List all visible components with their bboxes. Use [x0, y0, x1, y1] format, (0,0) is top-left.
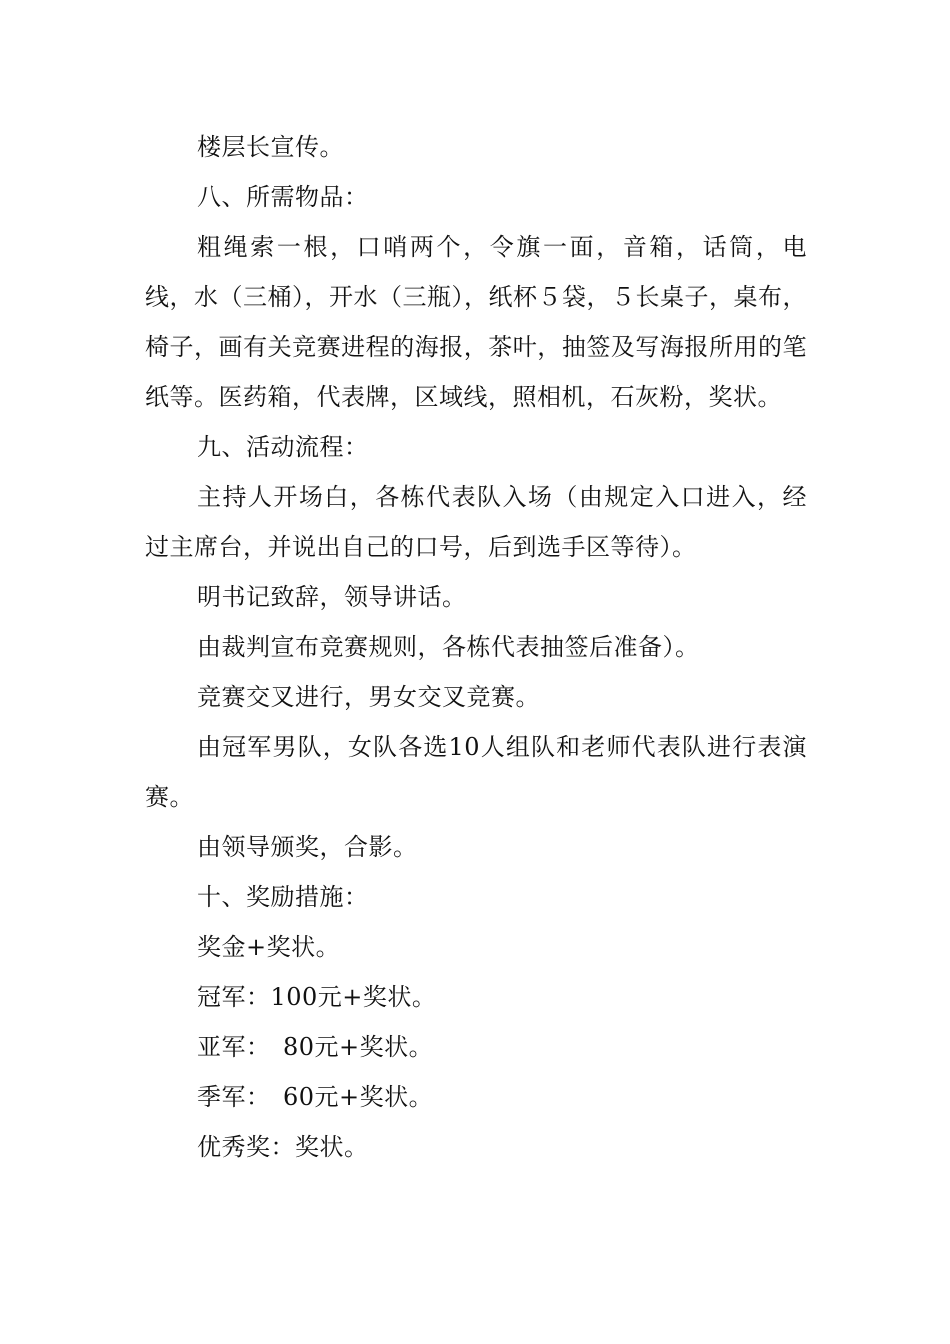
paragraph-runner-up-prize: 亚军： 80元+奖状。 [197, 1033, 434, 1061]
paragraph-referee-rules: 由裁判宣布竞赛规则，各栋代表抽签后准备）。 [197, 633, 700, 661]
paragraph-award-ceremony: 由领导颁奖，合影。 [197, 833, 418, 861]
section-heading-required-items: 八、所需物品： [197, 183, 369, 211]
paragraph-third-place-prize: 季军： 60元+奖状。 [197, 1083, 434, 1111]
paragraph-cross-competition: 竞赛交叉进行，男女交叉竞赛。 [197, 683, 540, 711]
paragraph-items-list: 粗绳索一根，口哨两个，令旗一面，音箱，话筒，电线，水（三桶），开水（三瓶），纸杯５袋，５长桌子，桌布，椅子，画有关竞赛进程的海报，茶叶，抽签及写海报所用的笔纸等。医药箱，代表牌，区域线，照相机，石灰粉，奖状。 [145, 233, 807, 411]
paragraph-excellence-award: 优秀奖：奖状。 [197, 1133, 369, 1161]
paragraph-exhibition-match: 由冠军男队，女队各选10人组队和老师代表队进行表演赛。 [145, 733, 807, 811]
paragraph-floor-leader-promo: 楼层长宣传。 [197, 133, 344, 161]
document-body [145, 122, 807, 1172]
paragraph-host-opening: 主持人开场白，各栋代表队入场（由规定入口进入，经过主席台，并说出自己的口号，后到选手区等待）。 [145, 483, 807, 561]
paragraph-secretary-speech: 明书记致辞，领导讲话。 [197, 583, 467, 611]
section-heading-rewards: 十、奖励措施： [197, 883, 369, 911]
paragraph-champion-prize: 冠军：100元+奖状。 [197, 983, 437, 1011]
paragraph-bonus-certificate: 奖金+奖状。 [197, 933, 341, 961]
section-heading-activity-flow: 九、活动流程： [197, 433, 369, 461]
